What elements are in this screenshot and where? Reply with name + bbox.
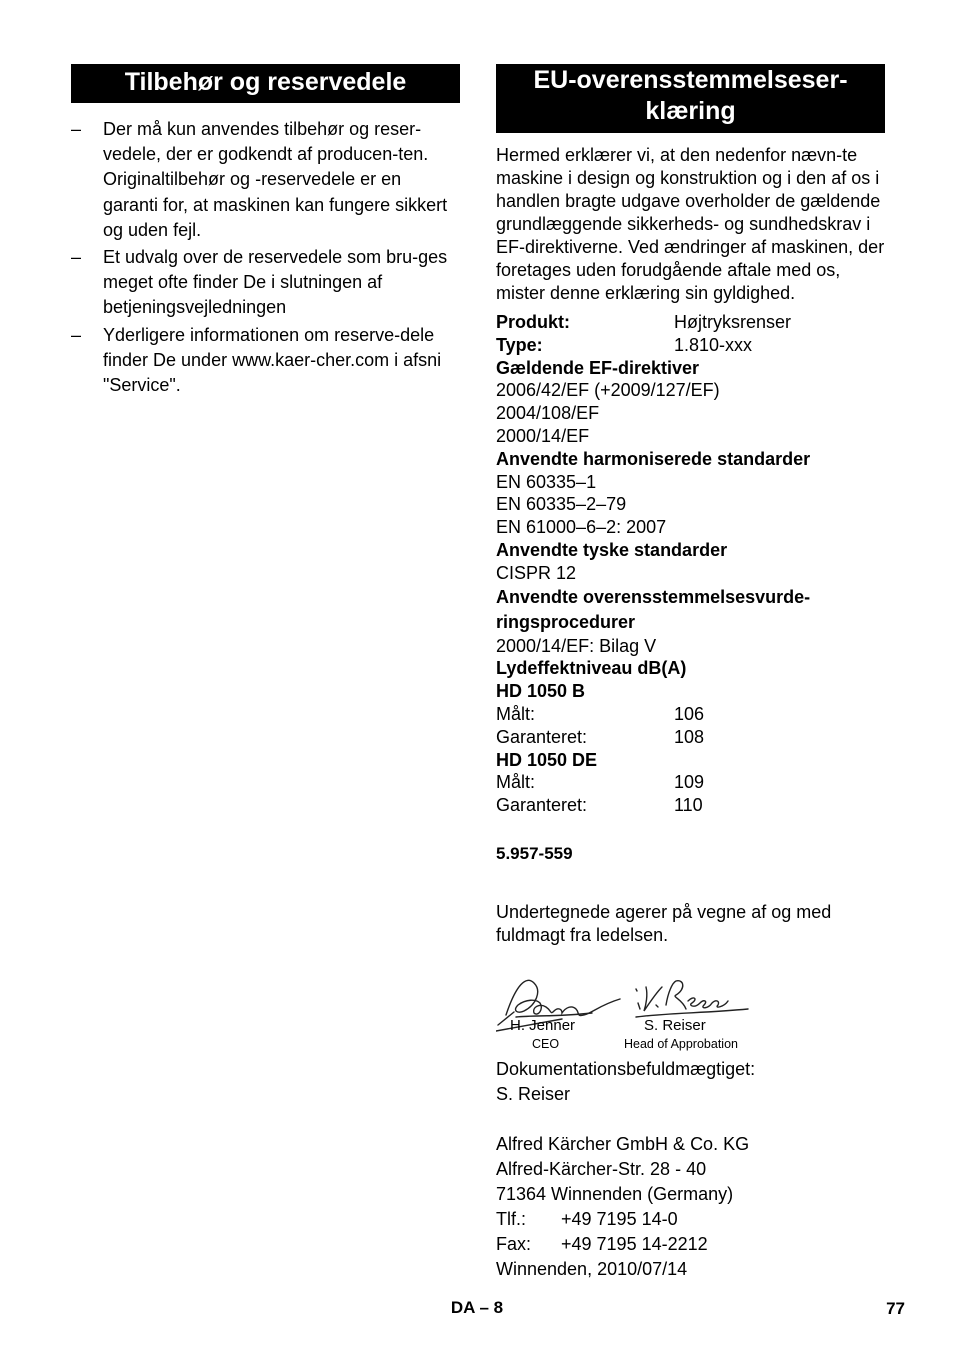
company-city: 71364 Winnenden (Germany) xyxy=(496,1183,734,1204)
type-row xyxy=(496,334,885,357)
guaranteed-value: 108 xyxy=(674,726,705,747)
dash-bullet: – xyxy=(71,247,82,268)
model-2-measured-row xyxy=(496,771,885,794)
signature-reiser xyxy=(636,981,748,1017)
german-standards-label: Anvendte tyske standarder xyxy=(496,539,728,560)
place-and-date: Winnenden, 2010/07/14 xyxy=(496,1258,688,1279)
procedure-label xyxy=(496,585,885,635)
documentation-authorised-name: S. Reiser xyxy=(496,1083,571,1104)
list-item-text: Der må kun anvendes tilbehør og reser-vedele, der er godkendt af producen-ten. Originaltilbehør og -reservedele er en garanti for, at maskinen kan fungere sikkert og uden fejl. xyxy=(103,119,448,240)
directive-item: 2004/108/EF xyxy=(496,403,600,424)
list-item xyxy=(71,245,460,321)
declaration-intro: Hermed erklærer vi, at den nedenfor nævn-te maskine i design og konstruktion og i den af os i handlen bragte udgave overholder de gældende grundlæggende sikkerheds- og sundhedskrav i EF-direktiverne. Ved ændringer af maskinen, der foretages uden forudgående aftale med os, mister denne erklæring sin gyldighed. xyxy=(496,145,885,303)
dash-bullet: – xyxy=(71,119,82,139)
measured-value: 106 xyxy=(674,703,705,724)
list-item xyxy=(71,323,460,399)
company-street: Alfred-Kärcher-Str. 28 - 40 xyxy=(496,1158,707,1179)
right-column xyxy=(496,64,885,1282)
product-label: Produkt: xyxy=(496,312,570,332)
list-item xyxy=(71,117,460,243)
harmonised-standards-label: Anvendte harmoniserede standarder xyxy=(496,448,811,469)
phone-value: +49 7195 14-0 xyxy=(561,1208,678,1229)
model-1-guaranteed-row xyxy=(496,726,885,749)
model-1-measured-row xyxy=(496,703,885,726)
measured-label: Målt: xyxy=(496,703,536,724)
list-item-text: Et udvalg over de reservedele som bru-ges meget ofte finder De i slutningen af betjeningsvejledningen xyxy=(103,247,448,318)
type-label: Type: xyxy=(496,334,543,355)
fax-label: Fax: xyxy=(496,1233,532,1254)
signatory-statement: Undertegnede agerer på vegne af og med fuldmagt fra ledelsen. xyxy=(496,901,832,945)
left-column xyxy=(71,64,460,400)
phone-row xyxy=(496,1207,885,1232)
product-row xyxy=(496,311,885,334)
procedure-label-line-1: Anvendte overensstemmelsesvurde- xyxy=(496,586,811,607)
declaration-facts xyxy=(496,311,885,817)
section-heading-accessories: Tilbehør og reservedele xyxy=(71,64,460,103)
guaranteed-value: 110 xyxy=(674,795,703,816)
type-value: 1.810-xxx xyxy=(674,334,753,355)
signature-block xyxy=(496,965,885,1057)
standard-item: EN 60335–1 xyxy=(496,471,597,492)
model-1-name: HD 1050 B xyxy=(496,681,586,702)
measured-label: Målt: xyxy=(496,772,536,793)
product-value: Højtryksrenser xyxy=(674,312,792,332)
procedure-value: 2000/14/EF: Bilag V xyxy=(496,635,657,656)
fax-row xyxy=(496,1232,885,1257)
dash-bullet: – xyxy=(71,324,82,345)
company-address xyxy=(496,1132,885,1282)
directives-label: Gældende EF-direktiver xyxy=(496,357,700,378)
guaranteed-label: Garanteret: xyxy=(496,795,588,816)
directive-item: 2006/42/EF (+2009/127/EF) xyxy=(496,380,720,401)
fax-value: +49 7195 14-2212 xyxy=(561,1233,708,1254)
section-heading-declaration xyxy=(496,64,885,133)
heading-line-2: klæring xyxy=(645,97,736,125)
model-2-guaranteed-row xyxy=(496,794,885,817)
page-number: 77 xyxy=(886,1299,905,1318)
heading-line-1: EU-overensstemmelseser- xyxy=(533,66,848,94)
signatory-1-role: CEO xyxy=(532,1036,560,1051)
signatory-2-name: S. Reiser xyxy=(644,1016,706,1034)
procedure-label-line-2: ringsprocedurer xyxy=(496,611,636,632)
phone-label: Tlf.: xyxy=(496,1208,526,1229)
list-item-text: Yderligere informationen om reserve-dele finder De under www.kaer-cher.com i afsni "Service". xyxy=(103,324,442,396)
sound-power-label: Lydeffektniveau dB(A) xyxy=(496,658,687,679)
accessories-list xyxy=(71,117,460,398)
guaranteed-label: Garanteret: xyxy=(496,726,588,747)
documentation-authorised-label: Dokumentationsbefuldmægtiget: xyxy=(496,1058,756,1079)
standard-item: EN 61000–6–2: 2007 xyxy=(496,517,667,538)
directive-item: 2000/14/EF xyxy=(496,425,590,446)
model-2-name: HD 1050 DE xyxy=(496,749,598,770)
footer-section-label: DA – 8 xyxy=(450,1298,504,1317)
standard-item: EN 60335–2–79 xyxy=(496,494,627,515)
signatory-2-role: Head of Approbation xyxy=(624,1036,738,1051)
document-number: 5.957-559 xyxy=(496,843,573,863)
company-name: Alfred Kärcher GmbH & Co. KG xyxy=(496,1133,750,1154)
german-standard-item: CISPR 12 xyxy=(496,562,577,583)
measured-value: 109 xyxy=(674,772,705,793)
signatory-1-name: H. Jenner xyxy=(510,1016,576,1034)
